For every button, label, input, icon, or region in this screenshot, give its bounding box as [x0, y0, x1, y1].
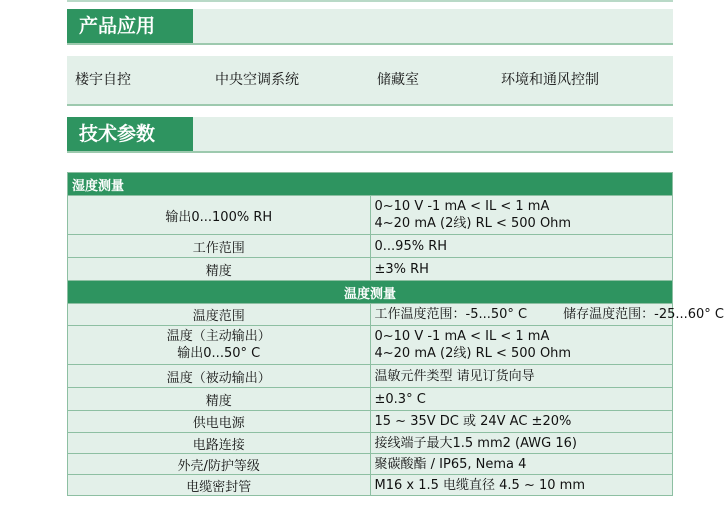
row-value: M16 x 1.5 电缆直径 4.5 ~ 10 mm	[370, 475, 673, 496]
row-label: 工作范围	[68, 235, 371, 258]
table-row	[68, 258, 673, 281]
value-storage-range: 储存温度范围：-25...60° C	[563, 307, 724, 322]
value-working-range: 工作温度范围：-5...50° C	[374, 307, 528, 322]
section-header-applications	[67, 9, 673, 45]
table-row	[68, 235, 673, 258]
table-row	[68, 411, 673, 433]
row-label: 精度	[68, 388, 371, 411]
table-row	[68, 388, 673, 411]
row-value	[370, 304, 724, 326]
value-line: 0~10 V -1 mA < IL < 1 mA	[374, 329, 550, 344]
top-divider	[67, 0, 673, 2]
table-row	[68, 196, 673, 235]
humidity-header: 湿度测量	[68, 173, 673, 196]
section-title-specs: 技术参数	[67, 117, 193, 151]
row-value: ±0.3° C	[370, 388, 673, 411]
table-row	[68, 365, 673, 388]
row-label: 温度（被动输出）	[68, 365, 371, 388]
row-value: 接线端子最大1.5 mm2 (AWG 16)	[370, 433, 673, 454]
row-label: 精度	[68, 258, 371, 281]
value-line: 4~20 mA (2线) RL < 500 Ohm	[374, 346, 572, 361]
table-row	[68, 326, 673, 365]
row-label: 输出0...100% RH	[68, 196, 371, 235]
table-row	[68, 433, 673, 454]
value-line: 4~20 mA (2线) RL < 500 Ohm	[374, 216, 572, 231]
row-label	[68, 326, 371, 365]
applications-list	[67, 56, 673, 106]
table-row	[68, 454, 673, 475]
temperature-header: 温度测量	[68, 281, 673, 304]
row-value: 0...95% RH	[370, 235, 673, 258]
section-header-specs	[67, 117, 673, 153]
application-item: 楼宇自控	[75, 72, 131, 88]
row-label: 电缆密封管	[68, 475, 371, 496]
row-label: 温度范围	[68, 304, 371, 326]
row-value: 温敏元件类型 请见订货向导	[370, 365, 673, 388]
label-line: 温度（主动输出）	[166, 329, 271, 344]
table-row	[68, 304, 673, 326]
label-line: 输出0...50° C	[177, 346, 261, 361]
row-value: ±3% RH	[370, 258, 673, 281]
row-value	[370, 196, 673, 235]
row-label: 供电电源	[68, 411, 371, 433]
section-title-applications: 产品应用	[67, 9, 193, 43]
table-group-header-humidity	[68, 173, 673, 196]
table-row	[68, 475, 673, 496]
row-value: 聚碳酸酯 / IP65, Nema 4	[370, 454, 673, 475]
value-line: 0~10 V -1 mA < IL < 1 mA	[374, 199, 550, 214]
row-value: 15 ~ 35V DC 或 24V AC ±20%	[370, 411, 673, 433]
application-item: 中央空调系统	[215, 72, 299, 88]
row-label: 外壳/防护等级	[68, 454, 371, 475]
application-item: 储藏室	[377, 72, 419, 88]
row-value	[370, 326, 673, 365]
row-label: 电路连接	[68, 433, 371, 454]
spec-table	[67, 172, 724, 496]
table-group-header-temperature	[68, 281, 673, 304]
application-item: 环境和通风控制	[501, 72, 599, 88]
